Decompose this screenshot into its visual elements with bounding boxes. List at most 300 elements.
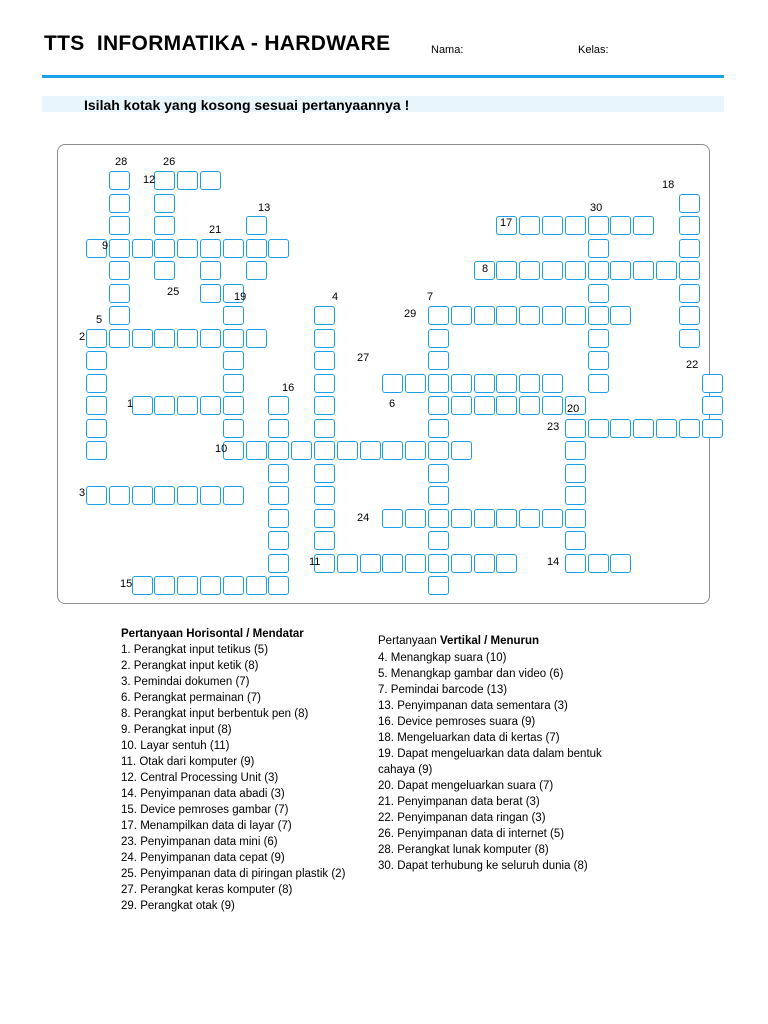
crossword-cell[interactable] [428,419,449,438]
crossword-cell[interactable] [474,306,495,325]
clue-number-30: 30 [590,202,603,214]
crossword-cell[interactable] [496,509,517,528]
clue-number-19: 19 [234,291,247,303]
clue-number-4: 4 [332,291,339,303]
crossword-cell[interactable] [474,374,495,393]
horizontal-clue [121,898,361,914]
crossword-cell[interactable] [679,419,700,438]
crossword-cell[interactable] [610,306,631,325]
clue-text: Penyimpanan data cepat (9) [140,852,285,864]
crossword-cell[interactable] [428,464,449,483]
crossword-cell[interactable] [314,374,335,393]
crossword-cell[interactable] [314,396,335,415]
crossword-cell[interactable] [588,306,609,325]
crossword-cell[interactable] [428,329,449,348]
crossword-cell[interactable] [314,464,335,483]
crossword-cell[interactable] [610,261,631,280]
clue-number-27: 27 [357,352,370,364]
crossword-cell[interactable] [154,171,175,190]
crossword-cell[interactable] [496,306,517,325]
crossword-cell[interactable] [132,329,153,348]
crossword-cell[interactable] [314,486,335,505]
crossword-cell[interactable] [496,554,517,573]
clue-number-23: 23 [547,421,560,433]
crossword-cell[interactable] [656,261,677,280]
crossword-cell[interactable] [474,396,495,415]
crossword-cell[interactable] [268,554,289,573]
vertical-clue [378,826,628,842]
clue-number: 13. [378,700,394,712]
vertical-clues-heading: Pertanyaan Vertikal / Menurun [378,635,540,647]
clue-number-26: 26 [163,156,176,168]
crossword-cell[interactable] [519,261,540,280]
crossword-cell[interactable] [86,351,107,370]
page-title: TTS INFORMATIKA - HARDWARE [44,32,391,55]
crossword-cell[interactable] [268,531,289,550]
clue-number: 3. [121,676,131,688]
clue-number: 27. [121,884,137,896]
horizontal-clue [121,866,361,882]
crossword-cell[interactable] [109,239,130,258]
crossword-cell[interactable] [86,329,107,348]
crossword-cell[interactable] [542,261,563,280]
clue-number-8: 8 [482,263,489,275]
vertical-clue [378,794,628,810]
clue-number: 6. [121,692,131,704]
crossword-cell[interactable] [200,329,221,348]
clue-number: 1. [121,644,131,656]
crossword-cell[interactable] [679,329,700,348]
crossword-cell[interactable] [565,486,586,505]
crossword-cell[interactable] [268,576,289,595]
horizontal-clue [121,722,361,738]
crossword-cell[interactable] [405,374,426,393]
crossword-cell[interactable] [337,554,358,573]
crossword-cell[interactable] [154,194,175,213]
crossword-cell[interactable] [519,216,540,235]
crossword-cell[interactable] [565,509,586,528]
clue-text: Penyimpanan data di piringan plastik (2) [140,868,346,880]
clue-number-16: 16 [282,382,295,394]
vertical-clue [378,682,628,698]
crossword-cell[interactable] [109,171,130,190]
crossword-cell[interactable] [565,216,586,235]
crossword-cell[interactable] [246,329,267,348]
clue-number: 8. [121,708,131,720]
crossword-cell[interactable] [223,576,244,595]
crossword-cell[interactable] [109,216,130,235]
clue-text: Dapat terhubung ke seluruh dunia (8) [397,860,588,872]
clue-text: Dapat mengeluarkan data dalam bentuk cahaya (9) [378,748,602,776]
crossword-cell[interactable] [382,441,403,460]
crossword-cell[interactable] [633,261,654,280]
clue-text: Perangkat permainan (7) [133,692,262,704]
vertical-clues-list [378,650,628,874]
crossword-cell[interactable] [200,239,221,258]
crossword-cell[interactable] [177,239,198,258]
crossword-cell[interactable] [588,419,609,438]
clue-text: Perangkat keras komputer (8) [140,884,293,896]
horizontal-clues-heading: Pertanyaan Horisontal / Mendatar [121,628,304,640]
clue-number-12: 12 [143,174,156,186]
vertical-clue [378,842,628,858]
crossword-cell[interactable] [565,441,586,460]
crossword-cell[interactable] [428,306,449,325]
crossword-cell[interactable] [428,441,449,460]
crossword-cell[interactable] [246,239,267,258]
clue-number: 10. [121,740,137,752]
crossword-cell[interactable] [223,329,244,348]
crossword-cell[interactable] [496,261,517,280]
crossword-cell[interactable] [633,216,654,235]
clue-number-13: 13 [258,202,271,214]
crossword-cell[interactable] [360,441,381,460]
clue-number: 29. [121,900,137,912]
clue-number: 15. [121,804,137,816]
crossword-cell[interactable] [451,509,472,528]
crossword-cell[interactable] [428,486,449,505]
crossword-cell[interactable] [588,216,609,235]
crossword-cell[interactable] [177,329,198,348]
crossword-cell[interactable] [496,396,517,415]
crossword-cell[interactable] [223,486,244,505]
crossword-cell[interactable] [451,306,472,325]
crossword-cell[interactable] [360,554,381,573]
crossword-cell[interactable] [405,441,426,460]
clue-text: Menampilkan data di layar (7) [140,820,292,832]
vertical-clue [378,730,628,746]
crossword-cell[interactable] [154,486,175,505]
crossword-cell[interactable] [451,441,472,460]
crossword-cell[interactable] [246,216,267,235]
clue-text: Pemindai barcode (13) [390,684,508,696]
crossword-cell[interactable] [200,486,221,505]
crossword-cell[interactable] [154,576,175,595]
crossword-cell[interactable] [109,329,130,348]
clue-number: 28. [378,844,394,856]
crossword-cell[interactable] [428,351,449,370]
crossword-cell[interactable] [154,216,175,235]
crossword-cell[interactable] [428,531,449,550]
clue-text: Perangkat lunak komputer (8) [397,844,549,856]
vertical-clue [378,810,628,826]
clue-number: 7. [378,684,388,696]
clue-text: Perangkat input tetikus (5) [133,644,269,656]
crossword-cell[interactable] [428,509,449,528]
crossword-cell[interactable] [177,396,198,415]
clue-text: Device pemroses gambar (7) [140,804,289,816]
clue-text: Perangkat otak (9) [140,900,235,912]
crossword-cell[interactable] [132,486,153,505]
crossword-cell[interactable] [382,554,403,573]
clue-text: Penyimpanan data ringan (3) [397,812,546,824]
crossword-cell[interactable] [610,216,631,235]
crossword-cell[interactable] [679,261,700,280]
clue-number: 24. [121,852,137,864]
header-divider [42,75,724,78]
crossword-cell[interactable] [428,576,449,595]
clue-text: Central Processing Unit (3) [140,772,279,784]
crossword-cell[interactable] [223,351,244,370]
crossword-cell[interactable] [519,509,540,528]
clue-text: Layar sentuh (11) [140,740,230,752]
crossword-cell[interactable] [268,486,289,505]
clue-number-11: 11 [309,556,321,568]
clue-number: 9. [121,724,131,736]
crossword-cell[interactable] [132,239,153,258]
vertical-clue [378,698,628,714]
crossword-cell[interactable] [223,374,244,393]
crossword-cell[interactable] [588,239,609,258]
crossword-cell[interactable] [200,576,221,595]
vertical-clue [378,650,628,666]
crossword-cell[interactable] [610,419,631,438]
clue-text: Penyimpanan data berat (3) [397,796,540,808]
clue-number-24: 24 [357,512,370,524]
crossword-cell[interactable] [428,374,449,393]
crossword-cell[interactable] [154,396,175,415]
clue-text: Menangkap gambar dan video (6) [390,668,564,680]
crossword-cell[interactable] [382,374,403,393]
clue-text: Menangkap suara (10) [390,652,507,664]
crossword-cell[interactable] [314,531,335,550]
crossword-cell[interactable] [177,486,198,505]
crossword-cell[interactable] [109,284,130,303]
clue-number: 12. [121,772,137,784]
vertical-clue [378,746,628,778]
horizontal-clue [121,658,361,674]
crossword-cell[interactable] [565,531,586,550]
crossword-cell[interactable] [496,374,517,393]
crossword-cell[interactable] [405,554,426,573]
crossword-cell[interactable] [200,261,221,280]
clue-number-20: 20 [567,403,580,415]
clue-number-18: 18 [662,179,675,191]
crossword-cell[interactable] [200,284,221,303]
class-label: Kelas: [578,44,609,56]
crossword-cell[interactable] [451,374,472,393]
crossword-cell[interactable] [588,284,609,303]
crossword-cell[interactable] [679,306,700,325]
clue-number-6: 6 [389,398,396,410]
clue-text: Mengeluarkan data di kertas (7) [397,732,560,744]
crossword-cell[interactable] [223,306,244,325]
vertical-clue [378,714,628,730]
crossword-cell[interactable] [177,171,198,190]
crossword-cell[interactable] [268,419,289,438]
crossword-cell[interactable] [200,171,221,190]
clue-number-1: 1 [127,398,134,410]
clue-number: 14. [121,788,137,800]
crossword-cell[interactable] [610,554,631,573]
crossword-cell[interactable] [405,509,426,528]
crossword-cell[interactable] [633,419,654,438]
clue-number-15: 15 [120,578,133,590]
crossword-cell[interactable] [428,396,449,415]
clue-number-28: 28 [115,156,128,168]
clue-number-21: 21 [209,224,222,236]
instruction-text: Isilah kotak yang kosong sesuai pertanyaannya ! [84,97,410,113]
crossword-cell[interactable] [86,396,107,415]
crossword-cell[interactable] [268,464,289,483]
crossword-cell[interactable] [200,396,221,415]
crossword-cell[interactable] [109,194,130,213]
crossword-cell[interactable] [86,374,107,393]
crossword-cell[interactable] [154,329,175,348]
horizontal-clues-list [121,642,361,914]
crossword-cell[interactable] [314,441,335,460]
clue-text: Penyimpanan data mini (6) [140,836,278,848]
crossword-cell[interactable] [86,419,107,438]
clue-text: Device pemroses suara (9) [397,716,536,728]
clue-number-17: 17 [500,217,513,229]
crossword-cell[interactable] [291,441,312,460]
crossword-cell[interactable] [109,306,130,325]
crossword-cell[interactable] [268,396,289,415]
name-label: Nama: [431,44,464,56]
crossword-cell[interactable] [314,419,335,438]
crossword-cell[interactable] [588,329,609,348]
clue-number-5: 5 [96,314,103,326]
crossword-cell[interactable] [109,486,130,505]
crossword-cell[interactable] [542,306,563,325]
crossword-cell[interactable] [565,554,586,573]
crossword-cell[interactable] [246,261,267,280]
crossword-cell[interactable] [314,351,335,370]
horizontal-clue [121,850,361,866]
horizontal-clue [121,882,361,898]
clue-number: 16. [378,716,394,728]
clue-text: Dapat mengeluarkan suara (7) [397,780,554,792]
crossword-cell[interactable] [86,441,107,460]
crossword-cell[interactable] [223,396,244,415]
crossword-cell[interactable] [428,554,449,573]
crossword-cell[interactable] [154,261,175,280]
clue-number: 11. [121,756,137,768]
clue-number: 25. [121,868,137,880]
crossword-cell[interactable] [86,486,107,505]
crossword-cell[interactable] [246,441,267,460]
crossword-cell[interactable] [519,396,540,415]
clue-number: 26. [378,828,394,840]
horizontal-clue [121,754,361,770]
crossword-cell[interactable] [702,396,723,415]
crossword-cell[interactable] [382,509,403,528]
horizontal-clue [121,786,361,802]
horizontal-clue [121,642,361,658]
crossword-cell[interactable] [702,374,723,393]
crossword-cell[interactable] [474,554,495,573]
crossword-cell[interactable] [314,509,335,528]
crossword-cell[interactable] [268,509,289,528]
crossword-cell[interactable] [679,284,700,303]
vertical-clue [378,778,628,794]
clue-number: 21. [378,796,394,808]
clue-text: Perangkat input berbentuk pen (8) [133,708,309,720]
clue-number-14: 14 [547,556,560,568]
clue-text: Pemindai dokumen (7) [133,676,250,688]
clue-number: 23. [121,836,137,848]
clue-number-10: 10 [215,443,228,455]
clue-text: Otak dari komputer (9) [139,756,255,768]
clue-number: 5. [378,668,388,680]
crossword-cell[interactable] [132,396,153,415]
crossword-cell[interactable] [451,396,472,415]
crossword-cell[interactable] [132,576,153,595]
clue-text: Perangkat input (8) [133,724,232,736]
crossword-cell[interactable] [565,306,586,325]
crossword-cell[interactable] [656,419,677,438]
crossword-cell[interactable] [679,194,700,213]
clue-number: 20. [378,780,394,792]
crossword-cell[interactable] [702,419,723,438]
crossword-cell[interactable] [679,239,700,258]
horizontal-clue [121,738,361,754]
crossword-cell[interactable] [679,216,700,235]
clue-text: Perangkat input ketik (8) [133,660,259,672]
horizontal-clue [121,706,361,722]
crossword-cell[interactable] [268,441,289,460]
clue-number-3: 3 [79,487,86,499]
crossword-cell[interactable] [519,306,540,325]
crossword-cell[interactable] [177,576,198,595]
clue-number: 30. [378,860,394,872]
clue-text: Penyimpanan data di internet (5) [397,828,565,840]
clue-number: 17. [121,820,137,832]
crossword-cell[interactable] [588,261,609,280]
clue-number: 19. [378,748,394,760]
crossword-cell[interactable] [223,419,244,438]
horizontal-clue [121,802,361,818]
horizontal-clue [121,674,361,690]
clue-number-25: 25 [167,286,180,298]
crossword-cell[interactable] [314,329,335,348]
crossword-cell[interactable] [542,216,563,235]
crossword-cell[interactable] [565,419,586,438]
clue-number: 2. [121,660,131,672]
crossword-cell[interactable] [268,239,289,258]
crossword-cell[interactable] [565,261,586,280]
clue-text: Penyimpanan data abadi (3) [140,788,285,800]
crossword-cell[interactable] [588,554,609,573]
crossword-cell[interactable] [337,441,358,460]
crossword-cell[interactable] [154,239,175,258]
crossword-cell[interactable] [588,351,609,370]
crossword-cell[interactable] [542,374,563,393]
clue-number: 18. [378,732,394,744]
clue-number-29: 29 [404,308,417,320]
crossword-cell[interactable] [542,509,563,528]
clue-number-2: 2 [79,331,86,343]
crossword-cell[interactable] [223,239,244,258]
vertical-clue [378,666,628,682]
clue-number-22: 22 [686,359,699,371]
crossword-cell[interactable] [474,509,495,528]
crossword-cell[interactable] [109,261,130,280]
crossword-cell[interactable] [588,374,609,393]
clue-number: 4. [378,652,388,664]
clue-number-9: 9 [102,240,109,252]
crossword-cell[interactable] [314,306,335,325]
crossword-cell[interactable] [519,374,540,393]
clue-text: Penyimpanan data sementara (3) [397,700,568,712]
crossword-cell[interactable] [246,576,267,595]
crossword-cell[interactable] [542,396,563,415]
clue-number: 22. [378,812,394,824]
crossword-cell[interactable] [451,554,472,573]
horizontal-clue [121,818,361,834]
crossword-cell[interactable] [565,464,586,483]
